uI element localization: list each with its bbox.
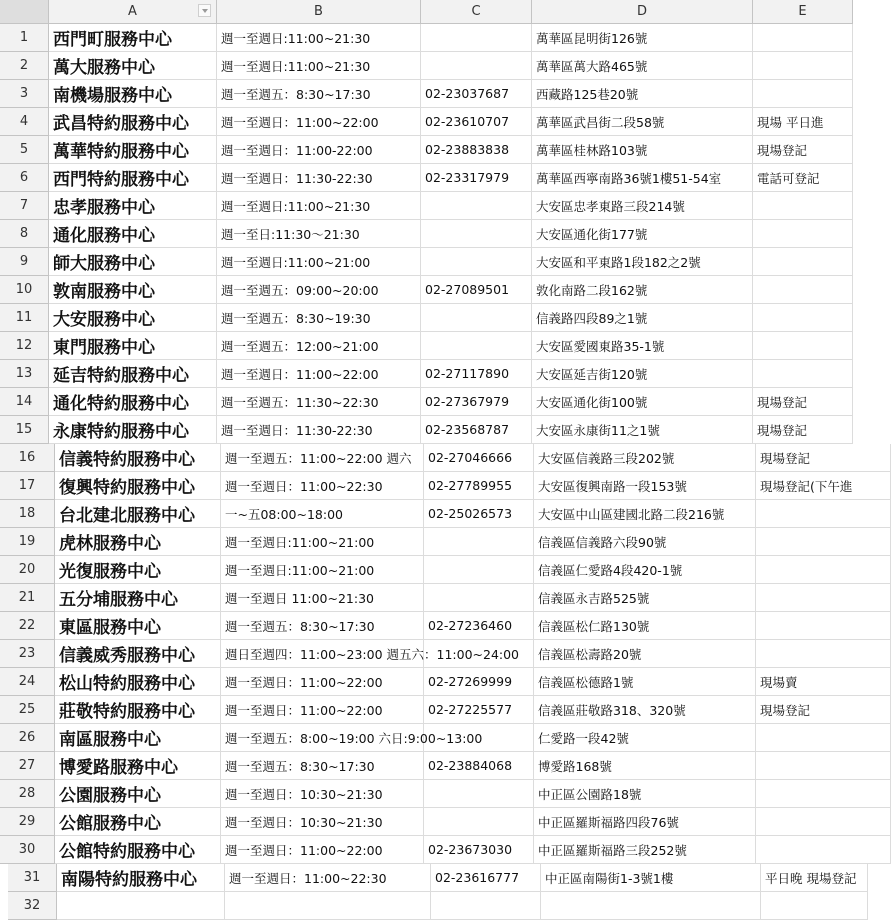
column-header-label: A: [128, 4, 137, 19]
row-number[interactable]: 21: [0, 584, 55, 612]
table-row: [0, 444, 891, 472]
row-number[interactable]: 3: [0, 80, 49, 108]
cell-c[interactable]: 02-27367979: [421, 388, 532, 416]
table-row: [0, 668, 891, 696]
cell-e[interactable]: [756, 836, 891, 864]
cell-b[interactable]: 週一至週日:11:00~21:00: [221, 528, 424, 556]
cell-e[interactable]: [756, 556, 891, 584]
cell-d[interactable]: 博愛路168號: [534, 752, 756, 780]
cell-e[interactable]: [753, 52, 853, 80]
column-header-label: B: [314, 4, 323, 19]
cell-b[interactable]: 週一至週日：11:30-22:30: [217, 416, 421, 444]
cell-a[interactable]: 博愛路服務中心: [55, 752, 221, 780]
row-number[interactable]: 19: [0, 528, 55, 556]
cell-c[interactable]: 02-27089501: [421, 276, 532, 304]
cell-b[interactable]: 週一至週日:11:00~21:00: [221, 556, 424, 584]
cell-b[interactable]: 週一至週五：8:30~17:30: [217, 80, 421, 108]
cell-b[interactable]: 週一至週日：11:00~22:00: [217, 108, 421, 136]
row-number[interactable]: 23: [0, 640, 55, 668]
cell-b[interactable]: 週一至週五：09:00~20:00: [217, 276, 421, 304]
cell-c[interactable]: 02-23883838: [421, 136, 532, 164]
cell-d[interactable]: 大安區愛國東路35-1號: [532, 332, 753, 360]
cell-a[interactable]: 公館特約服務中心: [55, 836, 221, 864]
cell-a[interactable]: 西門特約服務中心: [49, 164, 217, 192]
column-header-e[interactable]: [753, 0, 853, 24]
table-row: [0, 24, 853, 52]
cell-d[interactable]: 信義區松仁路130號: [534, 612, 756, 640]
cell-c[interactable]: 02-27236460: [424, 612, 534, 640]
column-header-label: D: [636, 4, 647, 19]
table-row: [0, 80, 853, 108]
cell-d[interactable]: 信義區莊敬路318、320號: [534, 696, 756, 724]
cell-e[interactable]: [753, 248, 853, 276]
cell-a[interactable]: 忠孝服務中心: [49, 192, 217, 220]
cell-b[interactable]: 週一至週五：8:30~17:30: [221, 612, 424, 640]
cell-e[interactable]: [753, 80, 853, 108]
table-row: [0, 248, 853, 276]
cell-c[interactable]: [421, 192, 532, 220]
column-header-row: [0, 0, 853, 24]
table-row: [0, 752, 891, 780]
cell-a[interactable]: 莊敬特約服務中心: [55, 696, 221, 724]
cell-b[interactable]: 週一至週日：10:30~21:30: [221, 808, 424, 836]
cell-d[interactable]: 信義路四段89之1號: [532, 304, 753, 332]
cell-a[interactable]: 南陽特約服務中心: [57, 864, 225, 892]
table-row: [0, 304, 853, 332]
table-row: [0, 108, 853, 136]
table-row: [0, 836, 891, 864]
cell-d[interactable]: 大安區和平東路1段182之2號: [532, 248, 753, 276]
cell-e[interactable]: 現場賣: [756, 668, 891, 696]
table-row: [0, 584, 891, 612]
row-number[interactable]: 5: [0, 136, 49, 164]
row-number[interactable]: 11: [0, 304, 49, 332]
table-row: [0, 528, 891, 556]
cell-d[interactable]: 信義區松壽路20號: [534, 640, 756, 668]
cell-c[interactable]: [424, 780, 534, 808]
cell-d[interactable]: 信義區信義路六段90號: [534, 528, 756, 556]
cell-a[interactable]: 五分埔服務中心: [55, 584, 221, 612]
table-row: [0, 52, 853, 80]
cell-a[interactable]: 虎林服務中心: [55, 528, 221, 556]
column-header-label: E: [798, 4, 807, 19]
table-row: [0, 500, 891, 528]
cell-c[interactable]: 02-27117890: [421, 360, 532, 388]
cell-d[interactable]: 大安區忠孝東路三段214號: [532, 192, 753, 220]
cell-b[interactable]: 週一至週五：8:30~17:30: [221, 752, 424, 780]
cell-d[interactable]: 大安區通化街177號: [532, 220, 753, 248]
cell-d[interactable]: 敦化南路二段162號: [532, 276, 753, 304]
cell-a[interactable]: 永康特約服務中心: [49, 416, 217, 444]
table-row: [0, 640, 891, 668]
table-row: [8, 892, 868, 920]
cell-e[interactable]: [753, 24, 853, 52]
cell-b[interactable]: 週一至週五：11:30~22:30: [217, 388, 421, 416]
cell-e[interactable]: 現場登記: [753, 136, 853, 164]
cell-d[interactable]: 大安區永康街11之1號: [532, 416, 753, 444]
cell-c[interactable]: [421, 220, 532, 248]
cell-b[interactable]: 週一至週日：11:00~22:00: [221, 668, 424, 696]
cell-a[interactable]: 通化特約服務中心: [49, 388, 217, 416]
row-number[interactable]: 31: [8, 864, 57, 892]
table-row: [0, 696, 891, 724]
cell-c[interactable]: [424, 528, 534, 556]
row-number[interactable]: 15: [0, 416, 49, 444]
table-row: [0, 780, 891, 808]
row-number[interactable]: 9: [0, 248, 49, 276]
table-row: [0, 472, 891, 500]
cell-c[interactable]: 02-23037687: [421, 80, 532, 108]
cell-d[interactable]: 萬華區桂林路103號: [532, 136, 753, 164]
cell-c[interactable]: 02-23884068: [424, 752, 534, 780]
cell-d[interactable]: 中正區公園路18號: [534, 780, 756, 808]
cell-a[interactable]: 武昌特約服務中心: [49, 108, 217, 136]
cell-e[interactable]: 現場登記(下午進: [756, 472, 891, 500]
row-number[interactable]: 2: [0, 52, 49, 80]
cell-d[interactable]: 西藏路125巷20號: [532, 80, 753, 108]
cell-d[interactable]: 中正區羅斯福路三段252號: [534, 836, 756, 864]
cell-c[interactable]: [421, 304, 532, 332]
row-number[interactable]: 29: [0, 808, 55, 836]
cell-a[interactable]: 光復服務中心: [55, 556, 221, 584]
cell-e[interactable]: [756, 528, 891, 556]
table-row: [0, 164, 853, 192]
cell-d[interactable]: 大安區信義路三段202號: [534, 444, 756, 472]
cell-c[interactable]: 02-23616777: [431, 864, 541, 892]
cell-b[interactable]: 週一至週日:11:00~21:30: [217, 52, 421, 80]
row-number[interactable]: 12: [0, 332, 49, 360]
row-number[interactable]: 24: [0, 668, 55, 696]
cell-a[interactable]: 通化服務中心: [49, 220, 217, 248]
cell-a[interactable]: 敦南服務中心: [49, 276, 217, 304]
cell-c[interactable]: 02-27269999: [424, 668, 534, 696]
table-row: [0, 388, 853, 416]
cell-a[interactable]: 公館服務中心: [55, 808, 221, 836]
cell-c[interactable]: [424, 556, 534, 584]
cell-d[interactable]: 信義區仁愛路4段420-1號: [534, 556, 756, 584]
cell-d[interactable]: [541, 892, 761, 920]
cell-e[interactable]: 現場登記: [756, 696, 891, 724]
cell-c[interactable]: 02-23673030: [424, 836, 534, 864]
cell-e[interactable]: [753, 360, 853, 388]
cell-d[interactable]: 萬華區武昌街二段58號: [532, 108, 753, 136]
cell-c[interactable]: 02-27046666: [424, 444, 534, 472]
row-number[interactable]: 20: [0, 556, 55, 584]
cell-a[interactable]: 信義威秀服務中心: [55, 640, 221, 668]
cell-a[interactable]: 復興特約服務中心: [55, 472, 221, 500]
cell-c[interactable]: 02-23610707: [421, 108, 532, 136]
cell-b[interactable]: 週日至週四：11:00~23:00 週五六：11:00~24:00: [221, 640, 424, 668]
filter-dropdown-icon[interactable]: [198, 4, 211, 17]
cell-c[interactable]: [421, 24, 532, 52]
cell-a[interactable]: 萬華特約服務中心: [49, 136, 217, 164]
row-number[interactable]: 26: [0, 724, 55, 752]
cell-e[interactable]: [753, 192, 853, 220]
cell-b[interactable]: 週一至週日：11:00~22:00: [221, 836, 424, 864]
row-number[interactable]: 7: [0, 192, 49, 220]
row-number[interactable]: 27: [0, 752, 55, 780]
column-header-label: C: [471, 4, 481, 19]
column-header-d[interactable]: [532, 0, 753, 24]
column-header-c[interactable]: [421, 0, 532, 24]
cell-d[interactable]: 中正區羅斯福路四段76號: [534, 808, 756, 836]
cell-a[interactable]: [57, 892, 225, 920]
cell-d[interactable]: 信義區永吉路525號: [534, 584, 756, 612]
cell-c[interactable]: 02-27789955: [424, 472, 534, 500]
cell-b[interactable]: 週一至週日：11:00~22:30: [225, 864, 431, 892]
cell-b[interactable]: 週一至週日：11:00-22:00: [217, 136, 421, 164]
cell-c[interactable]: [424, 724, 534, 752]
cell-e[interactable]: 現場登記: [753, 388, 853, 416]
cell-e[interactable]: [753, 304, 853, 332]
cell-e[interactable]: [756, 500, 891, 528]
row-number[interactable]: 18: [0, 500, 55, 528]
row-number[interactable]: 16: [0, 444, 55, 472]
cell-d[interactable]: 大安區中山區建國北路二段216號: [534, 500, 756, 528]
cell-d[interactable]: 大安區延吉街120號: [532, 360, 753, 388]
cell-a[interactable]: 大安服務中心: [49, 304, 217, 332]
cell-a[interactable]: 公園服務中心: [55, 780, 221, 808]
row-number[interactable]: 4: [0, 108, 49, 136]
cell-c[interactable]: [421, 52, 532, 80]
cell-b[interactable]: 週一至週日:11:00~21:30: [217, 24, 421, 52]
row-number[interactable]: 30: [0, 836, 55, 864]
row-number[interactable]: 10: [0, 276, 49, 304]
table-row: [0, 808, 891, 836]
cell-c[interactable]: [431, 892, 541, 920]
cell-c[interactable]: 02-23568787: [421, 416, 532, 444]
cell-a[interactable]: 台北建北服務中心: [55, 500, 221, 528]
select-all-corner[interactable]: [0, 0, 49, 24]
cell-d[interactable]: 萬華區昆明街126號: [532, 24, 753, 52]
table-row: [0, 276, 853, 304]
cell-e[interactable]: 現場登記: [753, 416, 853, 444]
row-number[interactable]: 8: [0, 220, 49, 248]
row-number[interactable]: 14: [0, 388, 49, 416]
cell-b[interactable]: 週一至週日：11:30-22:30: [217, 164, 421, 192]
cell-e[interactable]: [756, 612, 891, 640]
cell-b[interactable]: 週一至週日 11:00~21:30: [221, 584, 424, 612]
cell-d[interactable]: 信義區松德路1號: [534, 668, 756, 696]
cell-a[interactable]: 南區服務中心: [55, 724, 221, 752]
cell-c[interactable]: [424, 584, 534, 612]
table-row: [8, 864, 868, 892]
cell-b[interactable]: 一~五08:00~18:00: [221, 500, 424, 528]
cell-b[interactable]: 週一至週五：8:00~19:00 六日:9:00~13:00: [221, 724, 424, 752]
cell-a[interactable]: 南機場服務中心: [49, 80, 217, 108]
table-row: [0, 192, 853, 220]
row-number[interactable]: 32: [8, 892, 57, 920]
cell-d[interactable]: 中正區南陽街1-3號1樓: [541, 864, 761, 892]
table-row: [0, 360, 853, 388]
cell-c[interactable]: 02-25026573: [424, 500, 534, 528]
cell-d[interactable]: 大安區復興南路一段153號: [534, 472, 756, 500]
cell-a[interactable]: 師大服務中心: [49, 248, 217, 276]
cell-b[interactable]: 週一至週日:11:00~21:30: [217, 192, 421, 220]
cell-e[interactable]: [756, 752, 891, 780]
cell-d[interactable]: 萬華區萬大路465號: [532, 52, 753, 80]
row-number[interactable]: 13: [0, 360, 49, 388]
cell-a[interactable]: 西門町服務中心: [49, 24, 217, 52]
table-row: [0, 724, 891, 752]
cell-b[interactable]: 週一至週五：12:00~21:00: [217, 332, 421, 360]
table-row: [0, 416, 853, 444]
cell-c[interactable]: 02-23317979: [421, 164, 532, 192]
cell-d[interactable]: 大安區通化街100號: [532, 388, 753, 416]
row-number[interactable]: 1: [0, 24, 49, 52]
row-number[interactable]: 17: [0, 472, 55, 500]
cell-b[interactable]: 週一至日:11:30～21:30: [217, 220, 421, 248]
cell-a[interactable]: 萬大服務中心: [49, 52, 217, 80]
cell-e[interactable]: [753, 276, 853, 304]
cell-c[interactable]: 02-27225577: [424, 696, 534, 724]
cell-e[interactable]: [756, 724, 891, 752]
cell-e[interactable]: [761, 892, 868, 920]
cell-c[interactable]: [421, 248, 532, 276]
cell-e[interactable]: 現場登記: [756, 444, 891, 472]
cell-e[interactable]: [756, 584, 891, 612]
cell-a[interactable]: 延吉特約服務中心: [49, 360, 217, 388]
cell-e[interactable]: [756, 640, 891, 668]
row-number[interactable]: 28: [0, 780, 55, 808]
table-row: [0, 136, 853, 164]
cell-e[interactable]: [756, 808, 891, 836]
table-row: [0, 332, 853, 360]
table-row: [0, 556, 891, 584]
cell-b[interactable]: 週一至週五：11:00~22:00 週六: [221, 444, 424, 472]
cell-a[interactable]: 松山特約服務中心: [55, 668, 221, 696]
cell-e[interactable]: 電話可登記: [753, 164, 853, 192]
cell-c[interactable]: [424, 808, 534, 836]
cell-e[interactable]: [753, 332, 853, 360]
cell-a[interactable]: 信義特約服務中心: [55, 444, 221, 472]
cell-b[interactable]: [225, 892, 431, 920]
cell-e[interactable]: [756, 780, 891, 808]
cell-d[interactable]: 萬華區西寧南路36號1樓51-54室: [532, 164, 753, 192]
cell-a[interactable]: 東門服務中心: [49, 332, 217, 360]
column-header-b[interactable]: [217, 0, 421, 24]
cell-b[interactable]: 週一至週日：11:00~22:00: [217, 360, 421, 388]
cell-b[interactable]: 週一至週日:11:00~21:00: [217, 248, 421, 276]
cell-e[interactable]: 平日晚 現場登記: [761, 864, 868, 892]
cell-e[interactable]: [753, 220, 853, 248]
cell-b[interactable]: 週一至週日：11:00~22:30: [221, 472, 424, 500]
column-header-a[interactable]: [49, 0, 217, 24]
cell-e[interactable]: 現場 平日進: [753, 108, 853, 136]
table-row: [0, 612, 891, 640]
table-row: [0, 220, 853, 248]
cell-b[interactable]: 週一至週日：10:30~21:30: [221, 780, 424, 808]
cell-c[interactable]: [424, 640, 534, 668]
cell-a[interactable]: 東區服務中心: [55, 612, 221, 640]
cell-d[interactable]: 仁愛路一段42號: [534, 724, 756, 752]
cell-c[interactable]: [421, 332, 532, 360]
cell-b[interactable]: 週一至週五：8:30~19:30: [217, 304, 421, 332]
cell-b[interactable]: 週一至週日：11:00~22:00: [221, 696, 424, 724]
row-number[interactable]: 6: [0, 164, 49, 192]
row-number[interactable]: 22: [0, 612, 55, 640]
row-number[interactable]: 25: [0, 696, 55, 724]
